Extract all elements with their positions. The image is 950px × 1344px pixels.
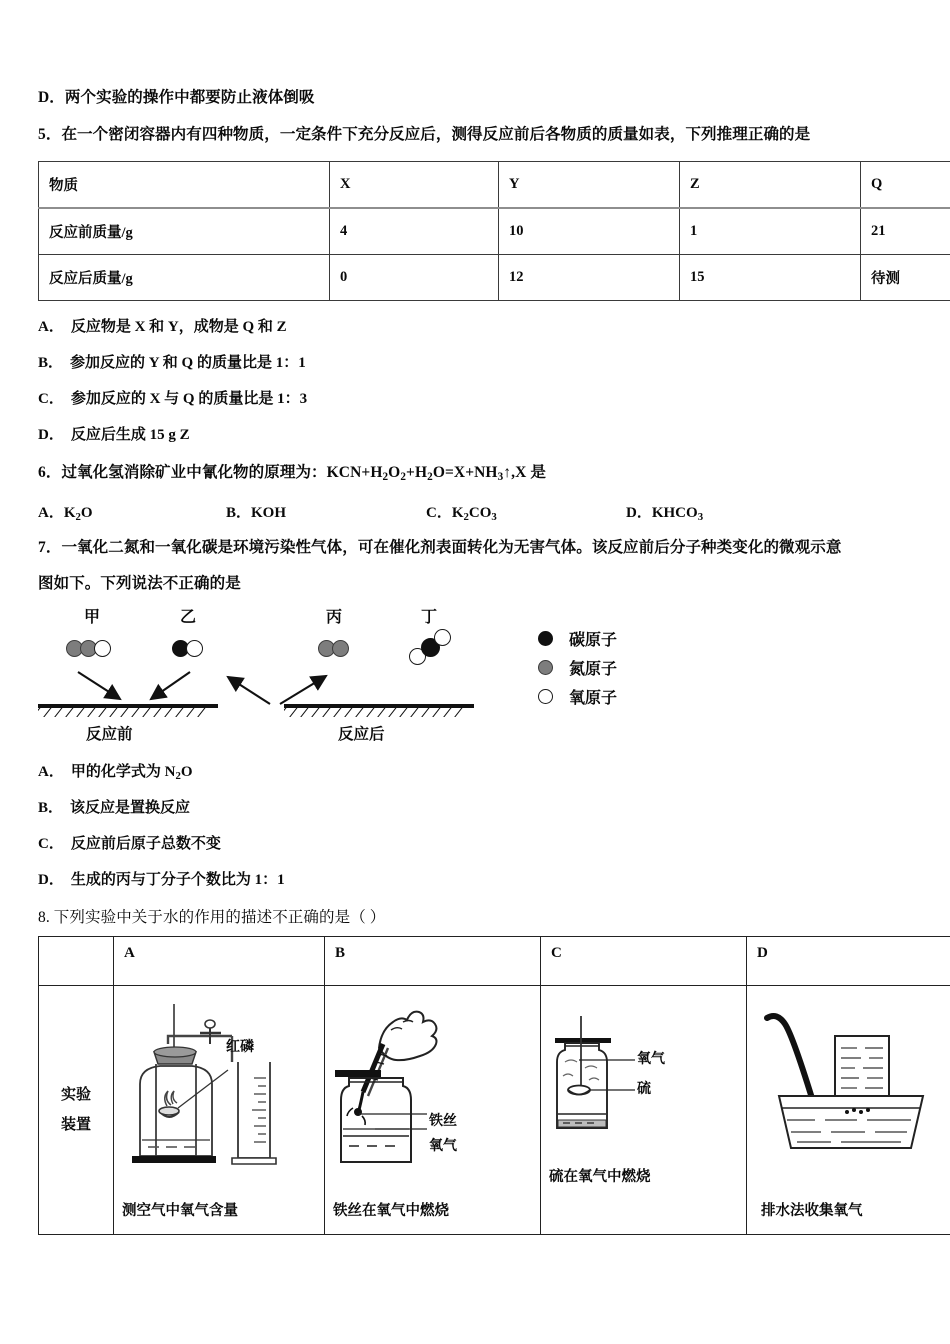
experiment-cell-b <box>325 986 541 1235</box>
figure-annotation-oxygen: 氧气 <box>637 1050 665 1067</box>
molecule-label-ding: 丁 <box>421 609 438 627</box>
q6-option-a <box>38 501 226 522</box>
diagram-caption-after: 反应后 <box>338 726 385 744</box>
q6-option-c <box>426 501 626 522</box>
q5-option-d <box>38 425 914 446</box>
table-cell: 15 <box>680 255 861 301</box>
q6-option-b <box>226 501 426 522</box>
experiment-figure-b-wrap <box>325 986 540 1234</box>
experiment-cell-a <box>114 986 325 1235</box>
collecting-oxygen-by-water-displacement-icon <box>761 1008 947 1168</box>
table-row-label: 反应后质量/g <box>39 255 330 301</box>
table-header-cell-d: D <box>747 937 950 986</box>
table-header-cell-b: B <box>325 937 541 986</box>
table-cell: 10 <box>499 208 680 255</box>
legend-item-oxygen <box>538 682 617 711</box>
q7-stem-line1: 7．一氧化二氮和一氧化碳是环境污染性气体，可在催化剂表面转化为无害气体。该反应前后分子种类变化的微观示意 <box>38 539 842 557</box>
experiment-cell-d <box>747 986 950 1235</box>
legend-label: 氮原子 <box>569 661 618 679</box>
experiment-figure-d-wrap <box>747 986 950 1234</box>
q7-option-a <box>38 762 914 783</box>
q5-option-c <box>38 389 914 410</box>
q6-options <box>38 501 914 522</box>
option-formula: KOH <box>251 505 287 522</box>
option-text: 反应前后原子总数不变 <box>70 836 221 853</box>
option-label: D． <box>38 427 64 444</box>
table-cell: 1 <box>680 208 861 255</box>
q4-option-d: D．两个实验的操作中都要防止液体倒吸 <box>38 89 315 106</box>
option-text: 生成的丙与丁分子个数比为 1：1 <box>70 872 285 889</box>
option-text: 该反应是置换反应 <box>70 800 191 817</box>
option-text: 甲的化学式为 $N_2O$ <box>70 764 193 783</box>
table-header-cell-c: C <box>541 937 747 986</box>
option-formula: $KHCO_3$ <box>651 505 704 524</box>
table-row-label: 反应前质量/g <box>39 208 330 255</box>
experiment-figure-a-wrap <box>114 986 324 1234</box>
page-content <box>38 86 914 1235</box>
table-row <box>39 937 950 986</box>
option-formula: $K_2O$ <box>63 505 93 524</box>
legend-label: 碳原子 <box>569 632 618 650</box>
table-corner-cell <box>39 937 114 986</box>
table-cell: 4 <box>330 208 499 255</box>
measuring-oxygen-in-air-apparatus-icon <box>126 1000 312 1176</box>
table-row <box>39 162 950 209</box>
q8-stem: 8. 下列实验中关于水的作用的描述不正确的是（ ） <box>38 909 386 927</box>
table-cell: 待测 <box>861 255 950 301</box>
legend-item-nitrogen <box>538 653 617 682</box>
option-formula: $K_2CO_3$ <box>451 505 497 524</box>
option-label: C． <box>38 391 64 408</box>
q6-stem <box>38 461 914 485</box>
figure-annotation-sulfur: 硫 <box>637 1080 651 1097</box>
experiment-caption-b: 铁丝在氧气中燃烧 <box>333 1203 449 1220</box>
option-label: D． <box>38 872 64 889</box>
molecule-label-jia: 甲 <box>84 609 101 627</box>
experiment-cell-c <box>541 986 747 1235</box>
table-header-cell: Y <box>499 162 680 209</box>
diagram-caption-before: 反应前 <box>86 726 133 744</box>
option-text: 参加反应的 Y 和 Q 的质量比是 1：1 <box>70 355 306 372</box>
diagram-legend <box>538 624 617 711</box>
q6-stem-text: 6．过氧化氢消除矿业中氰化物的原理为：$KCN+H_2O_2+H_2O=X+NH_3↑,X$ 是 <box>38 464 546 484</box>
table-header-cell-a: A <box>114 937 325 986</box>
oxygen-atom-icon <box>538 689 553 704</box>
option-label: B． <box>38 355 64 372</box>
figure-annotation-oxygen: 氧气 <box>429 1137 457 1154</box>
q5-mass-table <box>38 161 950 301</box>
molecule-label-bing: 丙 <box>326 609 343 627</box>
q7-option-c <box>38 834 914 855</box>
molecule-label-yi: 乙 <box>180 609 197 627</box>
q7-option-b <box>38 798 914 819</box>
option-label: C． <box>38 836 64 853</box>
option-label: A． <box>38 764 64 781</box>
q6-option-d <box>626 501 703 522</box>
table-header-cell: Z <box>680 162 861 209</box>
q8-experiment-table <box>38 936 950 1235</box>
q5-stem: 5．在一个密闭容器内有四种物质，一定条件下充分反应后，测得反应前后各物质的质量如表，下列推理正确的是 <box>38 126 811 144</box>
table-cell: 21 <box>861 208 950 255</box>
figure-annotation-iron-wire: 铁丝 <box>429 1112 457 1129</box>
q7-option-d <box>38 870 914 891</box>
experiment-caption-d: 排水法收集氧气 <box>761 1203 863 1220</box>
experiment-figure-c-wrap <box>541 986 746 1234</box>
catalyst-hatching-after <box>284 708 474 717</box>
carbon-atom-icon <box>538 631 553 646</box>
q7-molecular-diagram <box>38 604 914 752</box>
q5-option-a <box>38 317 914 338</box>
table-header-cell: Q <box>861 162 950 209</box>
q7-stem-line2: 图如下。下列说法不正确的是 <box>38 575 241 593</box>
legend-label: 氧原子 <box>569 690 618 708</box>
table-row <box>39 986 950 1235</box>
table-cell: 12 <box>499 255 680 301</box>
option-label: A． <box>38 319 64 336</box>
catalyst-hatching-before <box>38 708 218 717</box>
table-row-label-apparatus <box>39 986 114 1235</box>
nitrogen-atom-icon <box>538 660 553 675</box>
q5-option-b <box>38 353 914 374</box>
table-cell: 0 <box>330 255 499 301</box>
figure-annotation-red-phosphorus: 红磷 <box>226 1038 254 1055</box>
legend-item-carbon <box>538 624 617 653</box>
option-label: C． <box>426 505 452 522</box>
option-text: 反应物是 X 和 Y，成物是 Q 和 Z <box>70 319 287 336</box>
row-label-line-2: 装置 <box>60 1116 91 1134</box>
option-text: 反应后生成 15 g Z <box>70 427 190 444</box>
option-label: B． <box>38 800 64 817</box>
experiment-caption-c: 硫在氧气中燃烧 <box>549 1169 651 1186</box>
row-label-line-1: 实验 <box>60 1086 91 1104</box>
table-header-cell: 物质 <box>39 162 330 209</box>
table-row <box>39 255 950 301</box>
option-text: 参加反应的 X 与 Q 的质量比是 1：3 <box>70 391 308 408</box>
option-label: B． <box>226 505 252 522</box>
table-header-cell: X <box>330 162 499 209</box>
option-label: A． <box>38 505 64 522</box>
experiment-caption-a: 测空气中氧气含量 <box>122 1203 238 1220</box>
table-row <box>39 208 950 255</box>
option-label: D． <box>626 505 652 522</box>
